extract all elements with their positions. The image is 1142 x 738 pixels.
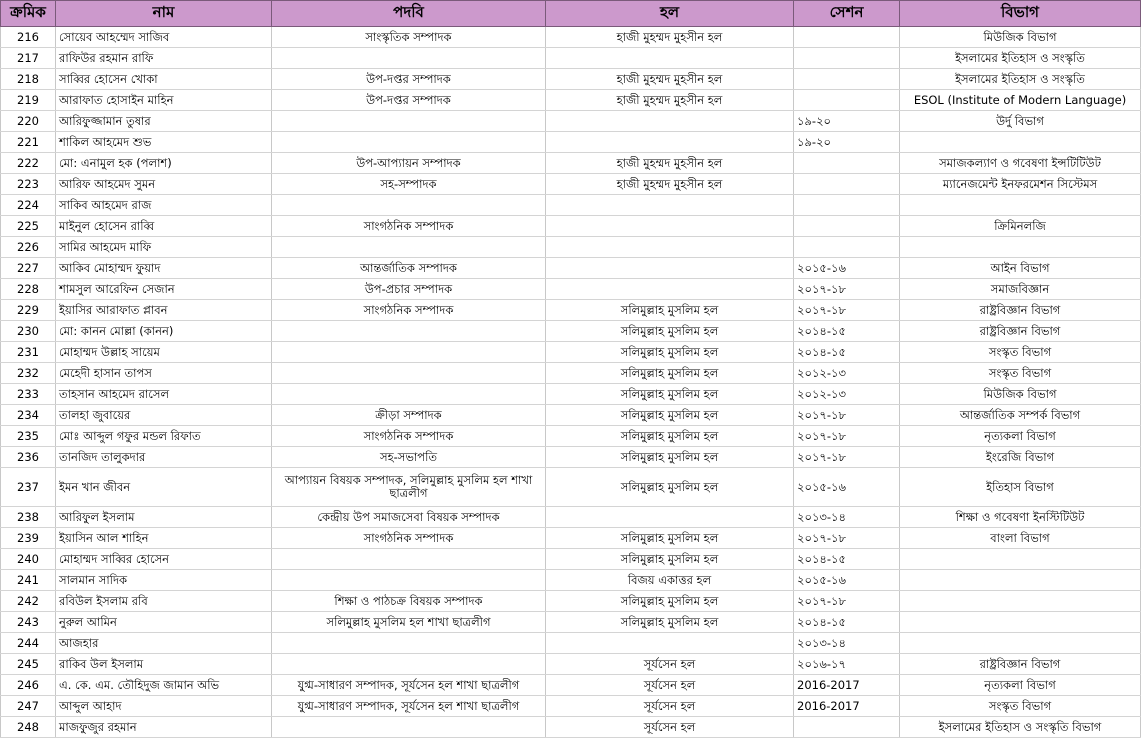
post-cell: উপ-দপ্তর সম্পাদক: [272, 69, 546, 90]
header-post: পদবি: [272, 1, 546, 27]
department-cell: মিউজিক বিভাগ: [900, 27, 1141, 48]
name-cell: সোয়েব আহম্মেদ সাজিব: [56, 27, 272, 48]
session-cell: ২০১৭-১৮: [794, 426, 900, 447]
table-row: [1, 237, 1141, 258]
name-cell: আরিফুল ইসলাম: [56, 507, 272, 528]
department-cell: [900, 195, 1141, 216]
header-row: [1, 1, 1141, 27]
table-row: [1, 717, 1141, 738]
session-cell: ২০১৪-১৫: [794, 321, 900, 342]
department-cell: [900, 132, 1141, 153]
serial-cell: 241: [1, 570, 56, 591]
serial-cell: 219: [1, 90, 56, 111]
table-row: [1, 258, 1141, 279]
hall-cell: সলিমুল্লাহ মুসলিম হল: [546, 468, 794, 507]
name-cell: মোহাম্মদ সাব্বির হোসেন: [56, 549, 272, 570]
serial-cell: 226: [1, 237, 56, 258]
header-hall: হল: [546, 1, 794, 27]
table-row: [1, 216, 1141, 237]
session-cell: [794, 90, 900, 111]
serial-cell: 233: [1, 384, 56, 405]
session-cell: ২০১৭-১৮: [794, 279, 900, 300]
serial-cell: 225: [1, 216, 56, 237]
session-cell: [794, 216, 900, 237]
table-row: [1, 111, 1141, 132]
session-cell: ২০১৬-১৭: [794, 654, 900, 675]
hall-cell: সূর্যসেন হল: [546, 717, 794, 738]
department-cell: ইসলামের ইতিহাস ও সংস্কৃতি বিভাগ: [900, 717, 1141, 738]
hall-cell: সলিমুল্লাহ মুসলিম হল: [546, 549, 794, 570]
serial-cell: 238: [1, 507, 56, 528]
table-row: [1, 195, 1141, 216]
department-cell: ম্যানেজমেন্ট ইনফরমেশন সিস্টেমস: [900, 174, 1141, 195]
post-cell: [272, 48, 546, 69]
serial-cell: 242: [1, 591, 56, 612]
session-cell: ২০১৪-১৫: [794, 549, 900, 570]
name-cell: আব্দুল আহাদ: [56, 696, 272, 717]
session-cell: ২০১২-১৩: [794, 363, 900, 384]
session-cell: ১৯-২০: [794, 111, 900, 132]
department-cell: [900, 237, 1141, 258]
department-cell: বাংলা বিভাগ: [900, 528, 1141, 549]
hall-cell: বিজয় একাত্তর হল: [546, 570, 794, 591]
post-cell: আন্তর্জাতিক সম্পাদক: [272, 258, 546, 279]
post-cell: ক্রীড়া সম্পাদক: [272, 405, 546, 426]
department-cell: সংস্কৃত বিভাগ: [900, 342, 1141, 363]
table-row: [1, 405, 1141, 426]
session-cell: [794, 717, 900, 738]
session-cell: [794, 153, 900, 174]
session-cell: 2016-2017: [794, 675, 900, 696]
name-cell: মাজফুজুর রহমান: [56, 717, 272, 738]
name-cell: মেহেদী হাসান তাপস: [56, 363, 272, 384]
session-cell: ২০১৪-১৫: [794, 342, 900, 363]
table-row: [1, 426, 1141, 447]
post-cell: সাংগঠনিক সম্পাদক: [272, 216, 546, 237]
serial-cell: 234: [1, 405, 56, 426]
table-row: [1, 447, 1141, 468]
department-cell: [900, 612, 1141, 633]
serial-cell: 243: [1, 612, 56, 633]
post-cell: [272, 717, 546, 738]
post-cell: শিক্ষা ও পাঠচক্র বিষয়ক সম্পাদক: [272, 591, 546, 612]
hall-cell: [546, 132, 794, 153]
department-cell: উর্দু বিভাগ: [900, 111, 1141, 132]
name-cell: ইয়াসির আরাফাত প্লাবন: [56, 300, 272, 321]
department-cell: আন্তর্জাতিক সম্পর্ক বিভাগ: [900, 405, 1141, 426]
post-cell: সহ-সভাপতি: [272, 447, 546, 468]
hall-cell: [546, 507, 794, 528]
department-cell: ইতিহাস বিভাগ: [900, 468, 1141, 507]
hall-cell: [546, 111, 794, 132]
post-cell: [272, 321, 546, 342]
hall-cell: [546, 237, 794, 258]
hall-cell: হাজী মুহম্মদ মুহসীন হল: [546, 69, 794, 90]
table-row: [1, 342, 1141, 363]
hall-cell: [546, 195, 794, 216]
serial-cell: 231: [1, 342, 56, 363]
serial-cell: 240: [1, 549, 56, 570]
hall-cell: সলিমুল্লাহ মুসলিম হল: [546, 342, 794, 363]
department-cell: [900, 591, 1141, 612]
session-cell: [794, 69, 900, 90]
post-cell: [272, 384, 546, 405]
hall-cell: সূর্যসেন হল: [546, 675, 794, 696]
hall-cell: সলিমুল্লাহ মুসলিম হল: [546, 447, 794, 468]
session-cell: [794, 48, 900, 69]
department-cell: শিক্ষা ও গবেষণা ইনস্টিটিউট: [900, 507, 1141, 528]
session-cell: 2016-2017: [794, 696, 900, 717]
department-cell: [900, 549, 1141, 570]
serial-cell: 246: [1, 675, 56, 696]
table-row: [1, 300, 1141, 321]
name-cell: আরিফ আহমেদ সুমন: [56, 174, 272, 195]
department-cell: সংস্কৃত বিভাগ: [900, 696, 1141, 717]
serial-cell: 227: [1, 258, 56, 279]
post-cell: [272, 111, 546, 132]
session-cell: ২০১৭-১৮: [794, 447, 900, 468]
serial-cell: 239: [1, 528, 56, 549]
table-row: [1, 174, 1141, 195]
serial-cell: 237: [1, 468, 56, 507]
name-cell: সাব্বির হোসেন খোকা: [56, 69, 272, 90]
name-cell: মো: এনামুল হক (পলাশ): [56, 153, 272, 174]
post-cell: [272, 342, 546, 363]
hall-cell: সূর্যসেন হল: [546, 696, 794, 717]
post-cell: সাংগঠনিক সম্পাদক: [272, 528, 546, 549]
department-cell: মিউজিক বিভাগ: [900, 384, 1141, 405]
table-row: [1, 468, 1141, 507]
table-row: [1, 132, 1141, 153]
department-cell: রাষ্ট্রবিজ্ঞান বিভাগ: [900, 321, 1141, 342]
post-cell: যুগ্ম-সাধারণ সম্পাদক, সূর্যসেন হল শাখা ছাত্রলীগ: [272, 696, 546, 717]
serial-cell: 217: [1, 48, 56, 69]
post-cell: উপ-দপ্তর সম্পাদক: [272, 90, 546, 111]
session-cell: ২০১৫-১৬: [794, 570, 900, 591]
serial-cell: 221: [1, 132, 56, 153]
name-cell: মো: কানন মোল্লা (কানন): [56, 321, 272, 342]
session-cell: ২০১৭-১৮: [794, 405, 900, 426]
hall-cell: সলিমুল্লাহ মুসলিম হল: [546, 612, 794, 633]
department-cell: রাষ্ট্রবিজ্ঞান বিভাগ: [900, 300, 1141, 321]
table-row: [1, 321, 1141, 342]
serial-cell: 220: [1, 111, 56, 132]
post-cell: কেন্দ্রীয় উপ সমাজসেবা বিষয়ক সম্পাদক: [272, 507, 546, 528]
name-cell: ইয়াসিন আল শাহিন: [56, 528, 272, 549]
post-cell: সাংগঠনিক সম্পাদক: [272, 426, 546, 447]
session-cell: ২০১৫-১৬: [794, 468, 900, 507]
name-cell: তাহসান আহমেদ রাসেল: [56, 384, 272, 405]
hall-cell: সলিমুল্লাহ মুসলিম হল: [546, 363, 794, 384]
name-cell: ইমন খান জীবন: [56, 468, 272, 507]
table-row: [1, 612, 1141, 633]
table-row: [1, 507, 1141, 528]
department-cell: সংস্কৃত বিভাগ: [900, 363, 1141, 384]
session-cell: ২০১৭-১৮: [794, 591, 900, 612]
department-cell: সমাজবিজ্ঞান: [900, 279, 1141, 300]
table-row: [1, 279, 1141, 300]
department-cell: নৃত্যকলা বিভাগ: [900, 426, 1141, 447]
post-cell: উপ-প্রচার সম্পাদক: [272, 279, 546, 300]
name-cell: আরিফুজ্জামান তুষার: [56, 111, 272, 132]
name-cell: শাকিল আহমেদ শুভ: [56, 132, 272, 153]
serial-cell: 232: [1, 363, 56, 384]
serial-cell: 228: [1, 279, 56, 300]
serial-cell: 230: [1, 321, 56, 342]
name-cell: মাইনুল হোসেন রাব্বি: [56, 216, 272, 237]
department-cell: ইংরেজি বিভাগ: [900, 447, 1141, 468]
department-cell: সমাজকল্যাণ ও গবেষণা ইন্সটিটিউট: [900, 153, 1141, 174]
table-row: [1, 384, 1141, 405]
hall-cell: সলিমুল্লাহ মুসলিম হল: [546, 591, 794, 612]
session-cell: ২০১৭-১৮: [794, 528, 900, 549]
serial-cell: 224: [1, 195, 56, 216]
table-row: [1, 633, 1141, 654]
post-cell: আপ্যায়ন বিষয়ক সম্পাদক, সলিমুল্লাহ মুসলিম হল শাখা ছাত্রলীগ: [272, 468, 546, 507]
hall-cell: হাজী মুহম্মদ মুহসীন হল: [546, 174, 794, 195]
serial-cell: 216: [1, 27, 56, 48]
hall-cell: [546, 258, 794, 279]
department-cell: ইসলামের ইতিহাস ও সংস্কৃতি: [900, 48, 1141, 69]
department-cell: নৃত্যকলা বিভাগ: [900, 675, 1141, 696]
hall-cell: হাজী মুহম্মদ মুহসীন হল: [546, 27, 794, 48]
hall-cell: হাজী মুহম্মদ মুহসীন হল: [546, 153, 794, 174]
table-row: [1, 27, 1141, 48]
name-cell: নুরুল আমিন: [56, 612, 272, 633]
department-cell: রাষ্ট্রবিজ্ঞান বিভাগ: [900, 654, 1141, 675]
post-cell: [272, 195, 546, 216]
post-cell: সাংগঠনিক সম্পাদক: [272, 300, 546, 321]
post-cell: [272, 633, 546, 654]
post-cell: সহ-সম্পাদক: [272, 174, 546, 195]
session-cell: [794, 174, 900, 195]
name-cell: সালমান সাদিক: [56, 570, 272, 591]
hall-cell: [546, 633, 794, 654]
hall-cell: সলিমুল্লাহ মুসলিম হল: [546, 426, 794, 447]
header-department: বিভাগ: [900, 1, 1141, 27]
name-cell: মোঃ আব্দুল গফুর মন্ডল রিফাত: [56, 426, 272, 447]
table-row: [1, 153, 1141, 174]
department-cell: ESOL (Institute of Modern Language): [900, 90, 1141, 111]
table-row: [1, 528, 1141, 549]
table-row: [1, 48, 1141, 69]
hall-cell: হাজী মুহম্মদ মুহসীন হল: [546, 90, 794, 111]
session-cell: ২০১৪-১৫: [794, 612, 900, 633]
serial-cell: 222: [1, 153, 56, 174]
department-cell: ইসলামের ইতিহাস ও সংস্কৃতি: [900, 69, 1141, 90]
post-cell: [272, 132, 546, 153]
name-cell: আজহার: [56, 633, 272, 654]
serial-cell: 235: [1, 426, 56, 447]
table-row: [1, 591, 1141, 612]
post-cell: যুগ্ম-সাধারণ সম্পাদক, সূর্যসেন হল শাখা ছাত্রলীগ: [272, 675, 546, 696]
table-row: [1, 69, 1141, 90]
table-row: [1, 363, 1141, 384]
serial-cell: 247: [1, 696, 56, 717]
hall-cell: [546, 48, 794, 69]
post-cell: [272, 570, 546, 591]
post-cell: [272, 654, 546, 675]
department-cell: ক্রিমিনলজি: [900, 216, 1141, 237]
hall-cell: [546, 216, 794, 237]
hall-cell: [546, 279, 794, 300]
post-cell: সাংস্কৃতিক সম্পাদক: [272, 27, 546, 48]
session-cell: [794, 195, 900, 216]
name-cell: মোহাম্মদ উল্লাহ সায়েম: [56, 342, 272, 363]
table-row: [1, 654, 1141, 675]
session-cell: ২০১৫-১৬: [794, 258, 900, 279]
name-cell: তালহা জুবায়ের: [56, 405, 272, 426]
table-row: [1, 90, 1141, 111]
session-cell: ২০১৭-১৮: [794, 300, 900, 321]
name-cell: রাফিউর রহমান রাফি: [56, 48, 272, 69]
session-cell: ২০১২-১৩: [794, 384, 900, 405]
serial-cell: 218: [1, 69, 56, 90]
hall-cell: সূর্যসেন হল: [546, 654, 794, 675]
session-cell: ১৯-২০: [794, 132, 900, 153]
name-cell: আরাফাত হোসাইন মাহিন: [56, 90, 272, 111]
name-cell: রাকিব উল ইসলাম: [56, 654, 272, 675]
table-row: [1, 549, 1141, 570]
post-cell: সলিমুল্লাহ মুসলিম হল শাখা ছাত্রলীগ: [272, 612, 546, 633]
serial-cell: 248: [1, 717, 56, 738]
table-body: [1, 27, 1141, 738]
header-serial: ক্রমিক: [1, 1, 56, 27]
serial-cell: 223: [1, 174, 56, 195]
department-cell: [900, 570, 1141, 591]
post-cell: [272, 363, 546, 384]
name-cell: আকিব মোহাম্মদ ফুয়াদ: [56, 258, 272, 279]
post-cell: [272, 549, 546, 570]
name-cell: এ. কে. এম. তৌহিদুজ জামান অভি: [56, 675, 272, 696]
hall-cell: সলিমুল্লাহ মুসলিম হল: [546, 321, 794, 342]
header-session: সেশন: [794, 1, 900, 27]
post-cell: [272, 237, 546, 258]
session-cell: [794, 237, 900, 258]
table-row: [1, 696, 1141, 717]
serial-cell: 245: [1, 654, 56, 675]
serial-cell: 229: [1, 300, 56, 321]
hall-cell: সলিমুল্লাহ মুসলিম হল: [546, 528, 794, 549]
name-cell: সাকিব আহমেদ রাজ: [56, 195, 272, 216]
session-cell: ২০১৩-১৪: [794, 507, 900, 528]
hall-cell: সলিমুল্লাহ মুসলিম হল: [546, 405, 794, 426]
serial-cell: 236: [1, 447, 56, 468]
hall-cell: সলিমুল্লাহ মুসলিম হল: [546, 384, 794, 405]
table-row: [1, 675, 1141, 696]
name-cell: সামির আহমেদ মাফি: [56, 237, 272, 258]
post-cell: উপ-আপ্যায়ন সম্পাদক: [272, 153, 546, 174]
hall-cell: সলিমুল্লাহ মুসলিম হল: [546, 300, 794, 321]
name-cell: রবিউল ইসলাম রবি: [56, 591, 272, 612]
session-cell: [794, 27, 900, 48]
serial-cell: 244: [1, 633, 56, 654]
table-row: [1, 570, 1141, 591]
session-cell: ২০১৩-১৪: [794, 633, 900, 654]
department-cell: [900, 633, 1141, 654]
department-cell: আইন বিভাগ: [900, 258, 1141, 279]
name-cell: তানজিদ তালুকদার: [56, 447, 272, 468]
header-name: নাম: [56, 1, 272, 27]
name-cell: শামসুল আরেফিন সেজান: [56, 279, 272, 300]
